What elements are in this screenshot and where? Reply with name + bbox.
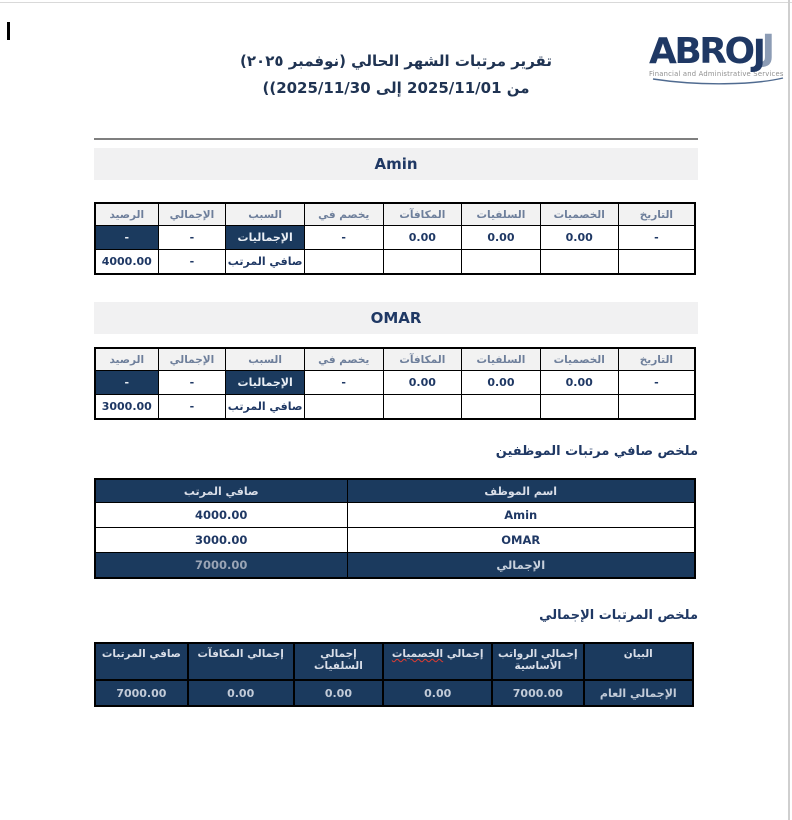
cell-total-label: الإجمالي bbox=[347, 553, 695, 579]
text-cursor-caret bbox=[7, 22, 10, 40]
column-header-total: الإجمالي bbox=[158, 348, 226, 371]
net-summary-total-row bbox=[95, 553, 695, 579]
cell-total: - bbox=[158, 371, 226, 395]
employee-name-band-amin: Amin bbox=[94, 148, 698, 180]
net-salary-row bbox=[95, 395, 695, 420]
totals-row bbox=[95, 226, 695, 250]
grand-totals-table bbox=[94, 642, 694, 707]
cell-employee-name: Amin bbox=[347, 503, 695, 528]
column-header-bonuses: المكافآت bbox=[383, 203, 462, 226]
employee-table-header-row bbox=[95, 203, 695, 226]
grand-summary-title: ملخص المرتبات الإجمالي bbox=[539, 608, 698, 623]
column-header-bonuses: المكافآت bbox=[383, 348, 462, 371]
cell-balance: - bbox=[95, 226, 158, 250]
window-right-border bbox=[788, 0, 790, 820]
logo-tagline: Financial and Administrative Services bbox=[649, 70, 784, 78]
column-header-balance: الرصيد bbox=[95, 348, 158, 371]
header-separator-line bbox=[94, 138, 698, 140]
cell-bonuses: 0.00 bbox=[383, 371, 462, 395]
grand-total-row bbox=[95, 680, 693, 706]
cell-statement: الإجمالي العام bbox=[584, 680, 693, 706]
employee-salary-table-omar bbox=[94, 347, 696, 420]
net-summary-title: ملخص صافي مرتبات الموظفين bbox=[495, 444, 698, 459]
column-header-net-salaries: صافي المرتبات bbox=[95, 643, 188, 680]
column-header-total-advances: إجمالي السلفيات bbox=[294, 643, 384, 680]
cell-deductions bbox=[540, 395, 618, 420]
grand-totals-header-row bbox=[95, 643, 693, 680]
column-header-total-bonuses: إجمالي المكافآت bbox=[188, 643, 294, 680]
cell-advances: 0.00 bbox=[462, 371, 541, 395]
cell-total-advances: 0.00 bbox=[294, 680, 384, 706]
cell-total: - bbox=[158, 226, 226, 250]
cell-deductions: 0.00 bbox=[540, 371, 618, 395]
employee-salary-table-amin bbox=[94, 202, 696, 275]
cell-reason-net: صافي المرتب bbox=[226, 395, 305, 420]
net-salary-summary-table bbox=[94, 478, 696, 579]
cell-net-salaries: 7000.00 bbox=[95, 680, 188, 706]
deductions-header-prefix: إجمالي bbox=[446, 648, 484, 660]
cell-bonuses: 0.00 bbox=[383, 226, 462, 250]
cell-employee-name: OMAR bbox=[347, 528, 695, 553]
cell-reason-totals: الإجماليات bbox=[226, 371, 305, 395]
column-header-deductions: الخصميات bbox=[540, 203, 618, 226]
column-header-total: الإجمالي bbox=[158, 203, 226, 226]
report-title bbox=[94, 48, 698, 102]
column-header-deducted-in: يخصم في bbox=[304, 203, 383, 226]
logo-j-back: J bbox=[761, 28, 776, 69]
cell-deducted-in bbox=[304, 395, 383, 420]
report-title-line1: تقرير مرتبات الشهر الحالي (نوفمبر ٢٠٢٥) bbox=[240, 52, 552, 70]
logo-double-j bbox=[752, 28, 783, 74]
cell-balance-net: 4000.00 bbox=[95, 250, 158, 275]
logo-brand-text: ABRO bbox=[649, 31, 753, 72]
column-header-deducted-in: يخصم في bbox=[304, 348, 383, 371]
cell-total-deductions: 0.00 bbox=[383, 680, 492, 706]
column-header-reason: السبب bbox=[226, 203, 305, 226]
cell-bonuses bbox=[383, 395, 462, 420]
column-header-statement: البيان bbox=[584, 643, 693, 680]
window-top-border bbox=[0, 2, 792, 3]
cell-deductions: 0.00 bbox=[540, 226, 618, 250]
cell-bonuses bbox=[383, 250, 462, 275]
deductions-header-misspelled-word: الخصميات bbox=[391, 648, 444, 660]
cell-advances bbox=[462, 395, 541, 420]
cell-basic-salaries: 7000.00 bbox=[492, 680, 583, 706]
report-title-line2: ((من 2025/11/01 إلى 2025/11/30 bbox=[262, 79, 530, 97]
column-header-advances: السلفيات bbox=[462, 348, 541, 371]
column-header-net-salary: صافي المرتب bbox=[95, 479, 347, 503]
cell-total: - bbox=[158, 395, 226, 420]
column-header-reason: السبب bbox=[226, 348, 305, 371]
column-header-date: التاريخ bbox=[618, 203, 695, 226]
column-header-employee-name: اسم الموظف bbox=[347, 479, 695, 503]
cell-date bbox=[618, 395, 695, 420]
cell-date bbox=[618, 250, 695, 275]
cell-deducted-in: - bbox=[304, 371, 383, 395]
employee-name-band-omar: OMAR bbox=[94, 302, 698, 334]
column-header-total-deductions bbox=[383, 643, 492, 680]
net-salary-row bbox=[95, 250, 695, 275]
employee-table-header-row bbox=[95, 348, 695, 371]
cell-total: - bbox=[158, 250, 226, 275]
net-summary-row-amin bbox=[95, 503, 695, 528]
column-header-deductions: الخصميات bbox=[540, 348, 618, 371]
logo-j-front: J bbox=[752, 33, 767, 74]
cell-advances: 0.00 bbox=[462, 226, 541, 250]
cell-reason-net: صافي المرتب bbox=[226, 250, 305, 275]
cell-net-salary: 3000.00 bbox=[95, 528, 347, 553]
cell-deducted-in: - bbox=[304, 226, 383, 250]
cell-deducted-in bbox=[304, 250, 383, 275]
column-header-basic-salaries: إجمالي الرواتب الأساسية bbox=[492, 643, 583, 680]
net-summary-header-row bbox=[95, 479, 695, 503]
cell-total-bonuses: 0.00 bbox=[188, 680, 294, 706]
cell-balance: - bbox=[95, 371, 158, 395]
column-header-advances: السلفيات bbox=[462, 203, 541, 226]
cell-net-salary: 4000.00 bbox=[95, 503, 347, 528]
totals-row bbox=[95, 371, 695, 395]
cell-balance-net: 3000.00 bbox=[95, 395, 158, 420]
cell-advances bbox=[462, 250, 541, 275]
cell-date: - bbox=[618, 371, 695, 395]
column-header-balance: الرصيد bbox=[95, 203, 158, 226]
cell-reason-totals: الإجماليات bbox=[226, 226, 305, 250]
column-header-date: التاريخ bbox=[618, 348, 695, 371]
net-summary-row-omar bbox=[95, 528, 695, 553]
cell-deductions bbox=[540, 250, 618, 275]
cell-total-value: 7000.00 bbox=[95, 553, 347, 579]
cell-date: - bbox=[618, 226, 695, 250]
